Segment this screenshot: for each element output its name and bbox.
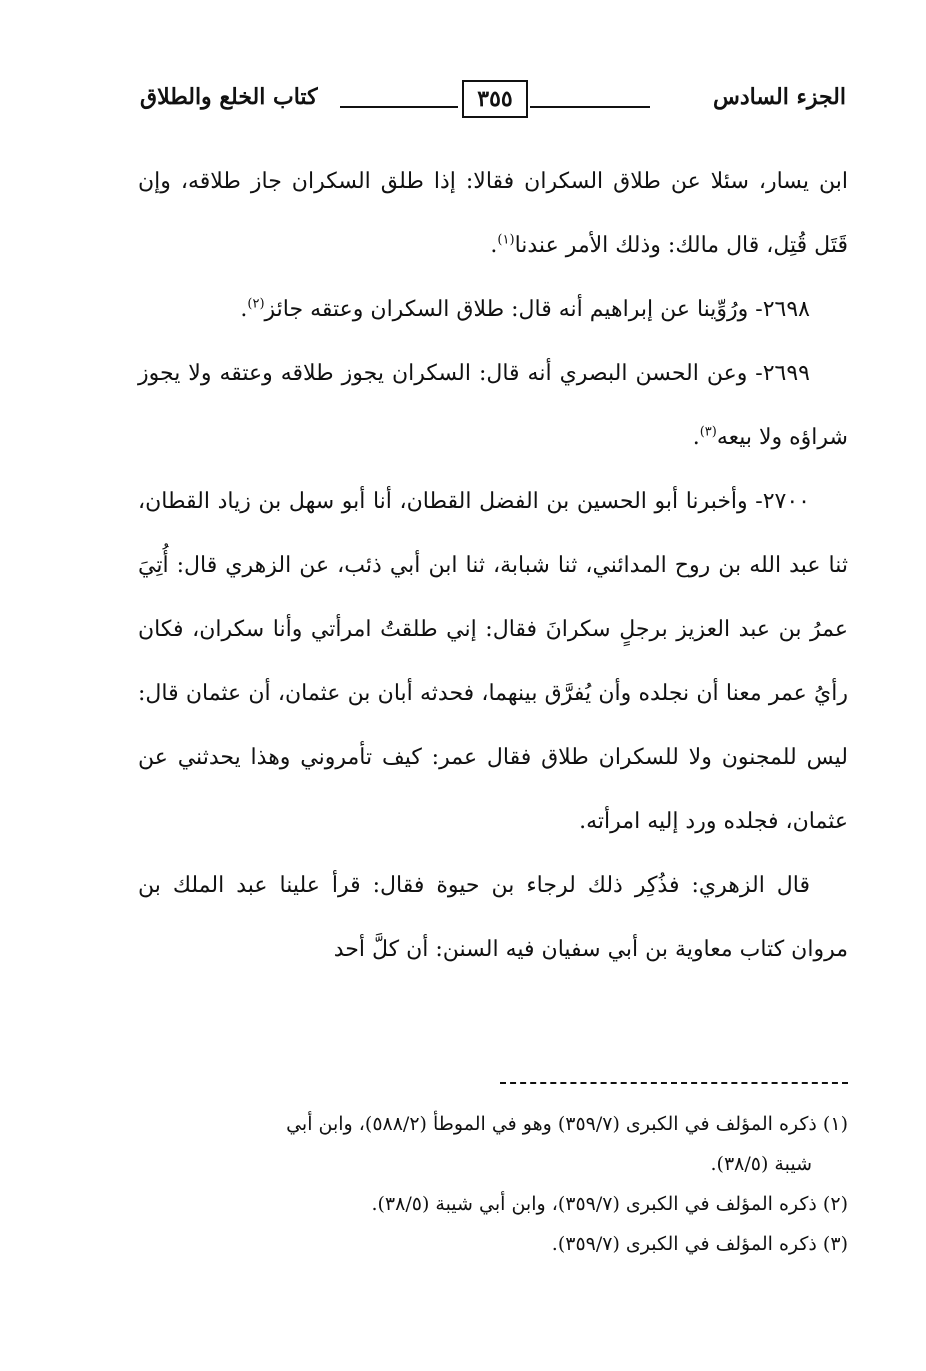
paragraph: ٢٦٩٨- ورُوِّينا عن إبراهيم أنه قال: طلاق السكران وعتقه جائز$^{(٢)}$. xyxy=(240,296,810,322)
page-header xyxy=(140,78,846,124)
chapter-title: كتاب الخلع والطلاق xyxy=(140,84,318,110)
paragraph: ٢٧٠٠- وأخبرنا أبو الحسين بن الفضل القطان، أنا أبو سهل بن زياد القطان، ثنا عبد الله بن روح المدائني، ثنا شبابة، ثنا ابن أبي ذئب، عن الزهري قال: أُتِيَ عمرُ بن عبد العزيز برجلٍ سكرانَ فقال: إني طلقتُ امرأتي وأنا سكران، فكان رأيُ عمر معنا أن نجلده وأن يُفرَّق بينهما، فحدثه أبان بن عثمان، أن عثمان قال: ليس للمجنون ولا للسكران طلاق فقال عمر: كيف تأمروني وهذا يحدثني عن عثمان، فجلده ورد إليه امرأته. xyxy=(138,489,848,834)
part-title: الجزء السادس xyxy=(713,84,846,110)
paragraph: ابن يسار، سئلا عن طلاق السكران فقالا: إذا طلق السكران جاز طلاقه، وإن قَتَل قُتِل، قال مالك: وذلك الأمر عندنا$^{(١)}$. xyxy=(138,169,848,258)
footnote-marker: (٢) xyxy=(247,296,265,312)
footnote-marker: (١) xyxy=(497,232,515,248)
footnote-continuation: شيبة (٣٨/٥). xyxy=(710,1153,812,1175)
header-rule-left xyxy=(340,106,458,108)
paragraph: قال الزهري: فذُكِر ذلك لرجاء بن حيوة فقال: قرأ علينا عبد الملك بن مروان كتاب معاوية بن أبي سفيان فيه السنن: أن كلَّ أحد xyxy=(138,873,848,962)
page-number: ٣٥٥ xyxy=(462,80,528,118)
footnote: (١) ذكره المؤلف في الكبرى (٣٥٩/٧) وهو في الموطأ (٥٨٨/٢)، وابن أبي xyxy=(286,1113,848,1135)
footnotes xyxy=(138,1106,848,1266)
footnote-separator xyxy=(500,1082,848,1084)
footnote-marker: (٣) xyxy=(699,424,717,440)
footnote: (٣) ذكره المؤلف في الكبرى (٣٥٩/٧). xyxy=(551,1233,848,1255)
header-rule-right xyxy=(530,106,650,108)
main-text xyxy=(138,150,848,982)
footnote: (٢) ذكره المؤلف في الكبرى (٣٥٩/٧)، وابن أبي شيبة (٣٨/٥). xyxy=(371,1193,848,1215)
paragraph: ٢٦٩٩- وعن الحسن البصري أنه قال: السكران يجوز طلاقه وعتقه ولا يجوز شراؤه ولا بيعه$^{(٣)}$. xyxy=(138,361,848,450)
